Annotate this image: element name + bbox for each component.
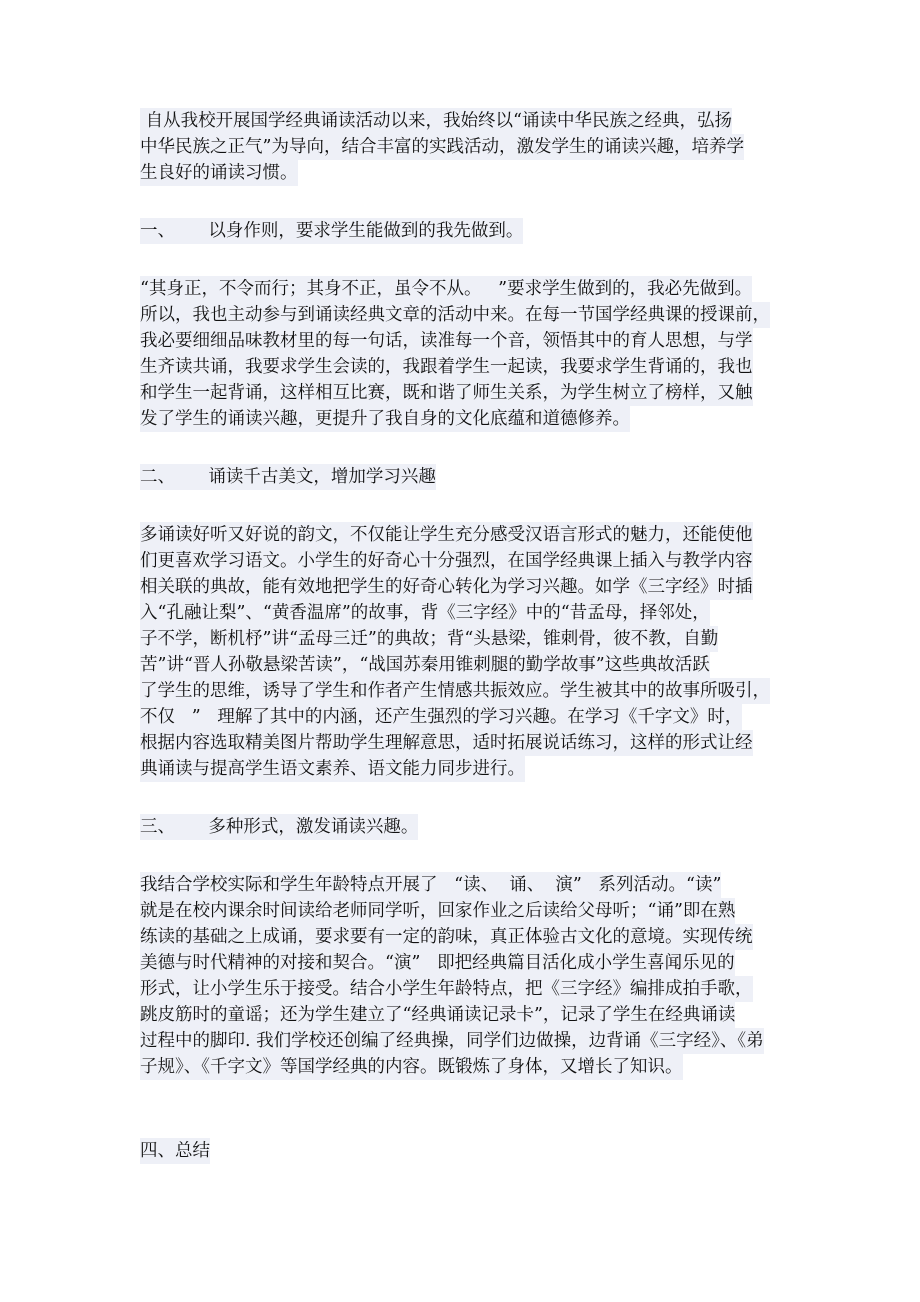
text-line: 子规》、《千字文》等国学经典的内容。既锻炼了身体，又增长了知识。 <box>140 1054 683 1080</box>
heading-text: 二、 诵读千古美文，增加学习兴趣 <box>140 464 436 490</box>
section-paragraph-3 <box>140 872 785 1080</box>
text-line: 我结合学校实际和学生年龄特点开展了 “读、 诵、 演” 系列活动。“读” <box>140 872 721 898</box>
text-line: 多诵读好听又好说的韵文，不仅能让学生充分感受汉语言形式的魅力，还能使他 <box>140 522 753 548</box>
text-line: 不仅 ” 理解了其中的内涵，还产生强烈的学习兴趣。在学习《千字文》时， <box>140 704 742 730</box>
text-line: 了学生的思维，诱导了学生和作者产生情感共振效应。学生被其中的故事所吸引， <box>140 678 770 704</box>
text-line: 根据内容选取精美图片帮助学生理解意思，适时拓展说话练习，这样的形式让经 <box>140 730 753 756</box>
text-line: 们更喜欢学习语文。小学生的好奇心十分强烈，在国学经典课上插入与教学内容 <box>140 548 753 574</box>
section-heading-2 <box>140 464 785 490</box>
text-line: 生齐读共诵，我要求学生会读的，我跟着学生一起读，我要求学生背诵的，我也 <box>140 354 753 380</box>
text-line: 典诵读与提高学生语文素养、语文能力同步进行。 <box>140 756 525 782</box>
text-line: 入“孔融让梨”、“黄香温席”的故事，背《三字经》中的“昔孟母，择邻处， <box>140 600 710 626</box>
heading-text: 三、 多种形式，激发诵读兴趣。 <box>140 814 418 840</box>
text-line: 就是在校内课余时间读给老师同学听，回家作业之后读给父母听；“诵”即在熟 <box>140 898 735 924</box>
text-line: 自从我校开展国学经典诵读活动以来，我始终以“诵读中华民族之经典，弘扬 <box>140 108 732 134</box>
text-line: 练读的基础之上成诵，要求要有一定的韵味，真正体验古文化的意境。实现传统 <box>140 924 753 950</box>
text-line: 美德与时代精神的对接和契合。“演” 即把经典篇目活化成小学生喜闻乐见的 <box>140 950 735 976</box>
section-heading-1 <box>140 218 785 244</box>
text-line: “其身正，不令而行；其身不正，虽令不从。 ”要求学生做到的，我必先做到。 <box>140 276 752 302</box>
intro-paragraph <box>140 108 785 186</box>
section-heading-4 <box>140 1138 785 1164</box>
text-line: 形式，让小学生乐于接受。结合小学生年龄特点，把《三字经》编排成拍手歌， <box>140 976 753 1002</box>
document-body <box>140 108 785 1164</box>
heading-text: 一、 以身作则，要求学生能做到的我先做到。 <box>140 218 523 244</box>
text-line: 相关联的典故，能有效地把学生的好奇心转化为学习兴趣。如学《三字经》时插 <box>140 574 753 600</box>
text-line: 发了学生的诵读兴趣，更提升了我自身的文化底蕴和道德修养。 <box>140 406 630 432</box>
text-line: 所以，我也主动参与到诵读经典文章的活动中来。在每一节国学经典课的授课前， <box>140 302 770 328</box>
heading-text: 四、总结 <box>140 1138 210 1164</box>
section-paragraph-2 <box>140 522 785 782</box>
section-heading-3 <box>140 814 785 840</box>
section-paragraph-1 <box>140 276 785 432</box>
text-line: 我必要细细品味教材里的每一句话，读准每一个音，领悟其中的育人思想，与学 <box>140 328 753 354</box>
text-line: 子不学，断机杼”讲“孟母三迁”的典故；背“头悬梁，锥刺骨，彼不教，自勤 <box>140 626 718 652</box>
text-line: 苦”讲“晋人孙敬悬梁苦读”，“战国苏秦用锥刺腿的勤学故事”这些典故活跃 <box>140 652 710 678</box>
text-line: 中华民族之正气”为导向，结合丰富的实践活动，激发学生的诵读兴趣，培养学 <box>140 134 744 160</box>
text-line: 过程中的脚印. 我们学校还创编了经典操，同学们边做操，边背诵《三字经》、《弟 <box>140 1028 764 1054</box>
text-line: 生良好的诵读习惯。 <box>140 160 298 186</box>
text-line: 跳皮筋时的童谣；还为学生建立了“经典诵读记录卡”，记录了学生在经典诵读 <box>140 1002 735 1028</box>
text-line: 和学生一起背诵，这样相互比赛，既和谐了师生关系，为学生树立了榜样，又触 <box>140 380 753 406</box>
